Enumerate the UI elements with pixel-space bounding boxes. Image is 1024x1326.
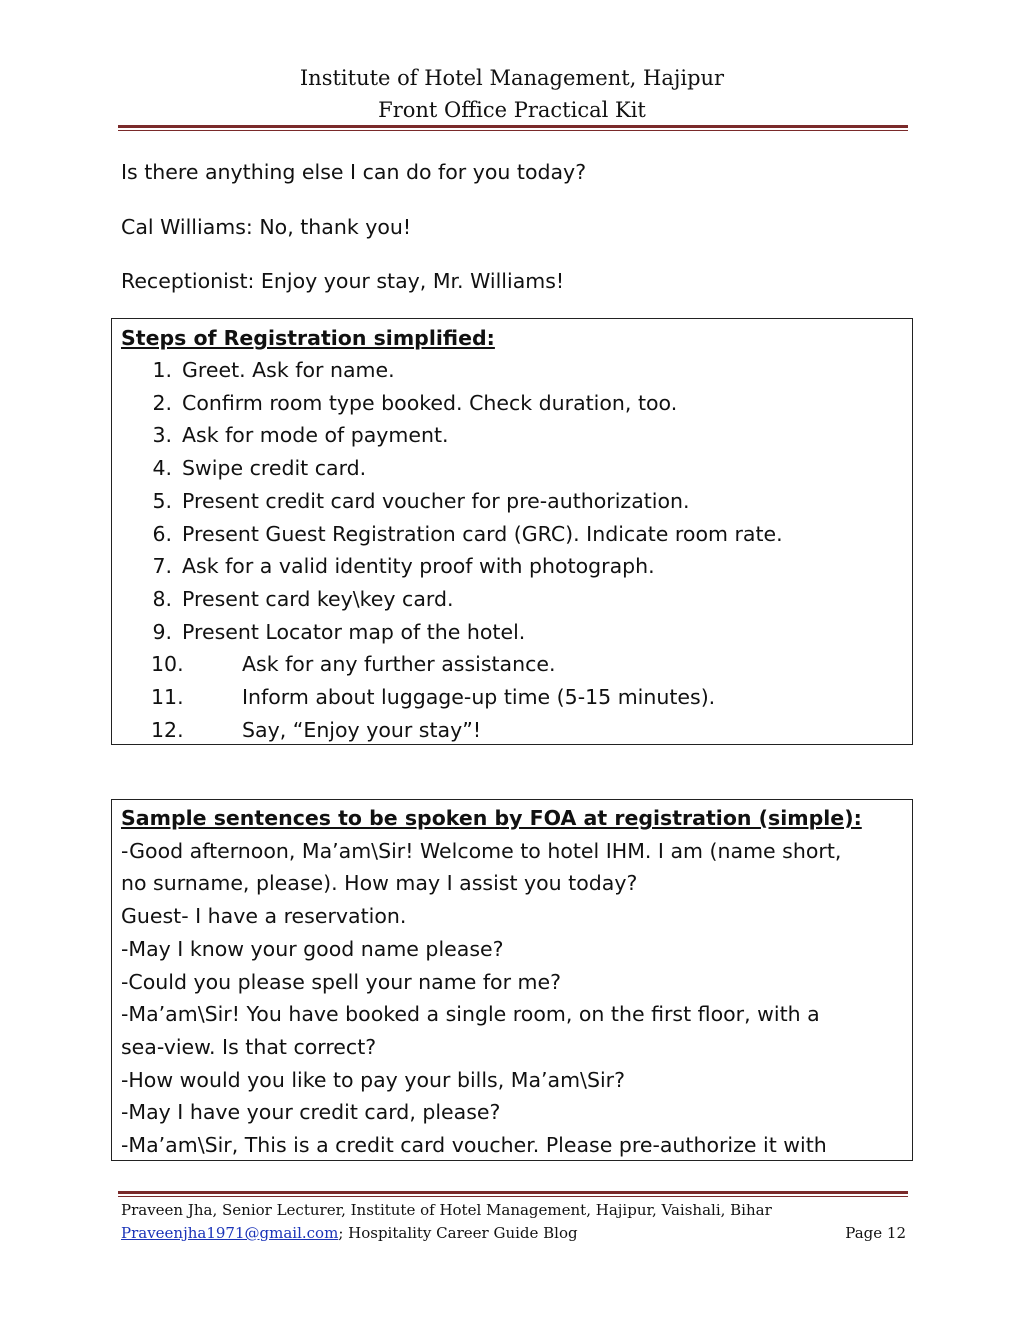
page-number: Page 12 bbox=[845, 1224, 906, 1242]
header-rule-thin bbox=[118, 130, 908, 131]
sentence-line: -Could you please spell your name for me? bbox=[121, 969, 561, 994]
dialogue-line: Cal Williams: No, thank you! bbox=[121, 215, 412, 239]
footer-rule-thin bbox=[118, 1196, 908, 1197]
step-text: Inform about luggage-up time (5-15 minutes). bbox=[242, 685, 716, 709]
header-institute: Institute of Hotel Management, Hajipur bbox=[299, 66, 725, 90]
step-number: 6. bbox=[152, 521, 172, 546]
step-text: Present card key\key card. bbox=[182, 586, 454, 611]
step-number: 11. bbox=[151, 685, 184, 709]
sentence-line: -How would you like to pay your bills, Ma’am\Sir? bbox=[121, 1067, 625, 1092]
step-number: 2. bbox=[152, 390, 172, 415]
step-text: Confirm room type booked. Check duration, too. bbox=[182, 390, 678, 415]
step-number: 10. bbox=[151, 652, 184, 677]
step-text: Ask for any further assistance. bbox=[242, 652, 556, 677]
sentence-line: Guest- I have a reservation. bbox=[121, 904, 407, 929]
footer-contact bbox=[121, 1222, 906, 1245]
sentence-line: -Good afternoon, Ma’am\Sir! Welcome to hotel IHM. I am (name short, bbox=[121, 838, 842, 863]
footer-rule bbox=[118, 1191, 908, 1194]
step-number: 9. bbox=[152, 619, 172, 644]
step-number: 4. bbox=[152, 456, 172, 481]
step-number: 7. bbox=[152, 554, 172, 579]
sentence-line: -Ma’am\Sir! You have booked a single room, on the first floor, with a bbox=[121, 1002, 820, 1027]
step-text: Swipe credit card. bbox=[182, 456, 367, 481]
step-text: Say, “Enjoy your stay”! bbox=[242, 717, 482, 742]
sample-title: Sample sentences to be spoken by FOA at registration (simple): bbox=[121, 806, 862, 830]
step-number: 8. bbox=[152, 586, 172, 611]
header-rule bbox=[118, 125, 908, 128]
step-text: Present credit card voucher for pre-authorization. bbox=[182, 488, 690, 513]
email-link[interactable]: Praveenjha1971@gmail.com bbox=[121, 1224, 339, 1242]
header-kit-title: Front Office Practical Kit bbox=[378, 98, 646, 122]
sample-sentences-box bbox=[111, 799, 913, 1161]
footer-author: Praveen Jha, Senior Lecturer, Institute of Hotel Management, Hajipur, Vaishali, Bihar bbox=[121, 1201, 772, 1219]
dialogue-line: Is there anything else I can do for you today? bbox=[121, 160, 587, 184]
step-text: Greet. Ask for name. bbox=[182, 358, 395, 382]
sentence-line: sea-view. Is that correct? bbox=[121, 1034, 377, 1059]
step-text: Ask for mode of payment. bbox=[182, 423, 449, 448]
step-text: Present Guest Registration card (GRC). Indicate room rate. bbox=[182, 521, 783, 546]
dialogue-line: Receptionist: Enjoy your stay, Mr. Williams! bbox=[121, 269, 565, 293]
step-number: 5. bbox=[152, 488, 172, 513]
page-header bbox=[0, 62, 1024, 126]
sentence-line: -May I have your credit card, please? bbox=[121, 1100, 501, 1125]
steps-title: Steps of Registration simplified: bbox=[121, 326, 495, 350]
step-number: 12. bbox=[151, 717, 184, 742]
sentence-line: -Ma’am\Sir, This is a credit card voucher. Please pre-authorize it with bbox=[121, 1133, 827, 1157]
step-text: Present Locator map of the hotel. bbox=[182, 619, 526, 644]
step-number: 3. bbox=[152, 423, 172, 448]
step-number: 1. bbox=[152, 358, 172, 382]
registration-steps-box bbox=[111, 318, 913, 745]
step-text: Ask for a valid identity proof with photograph. bbox=[182, 554, 655, 579]
blog-label: ; Hospitality Career Guide Blog bbox=[338, 1224, 578, 1242]
sentence-line: -May I know your good name please? bbox=[121, 936, 504, 961]
sentence-line: no surname, please). How may I assist you today? bbox=[121, 871, 638, 896]
page-footer bbox=[121, 1199, 906, 1245]
